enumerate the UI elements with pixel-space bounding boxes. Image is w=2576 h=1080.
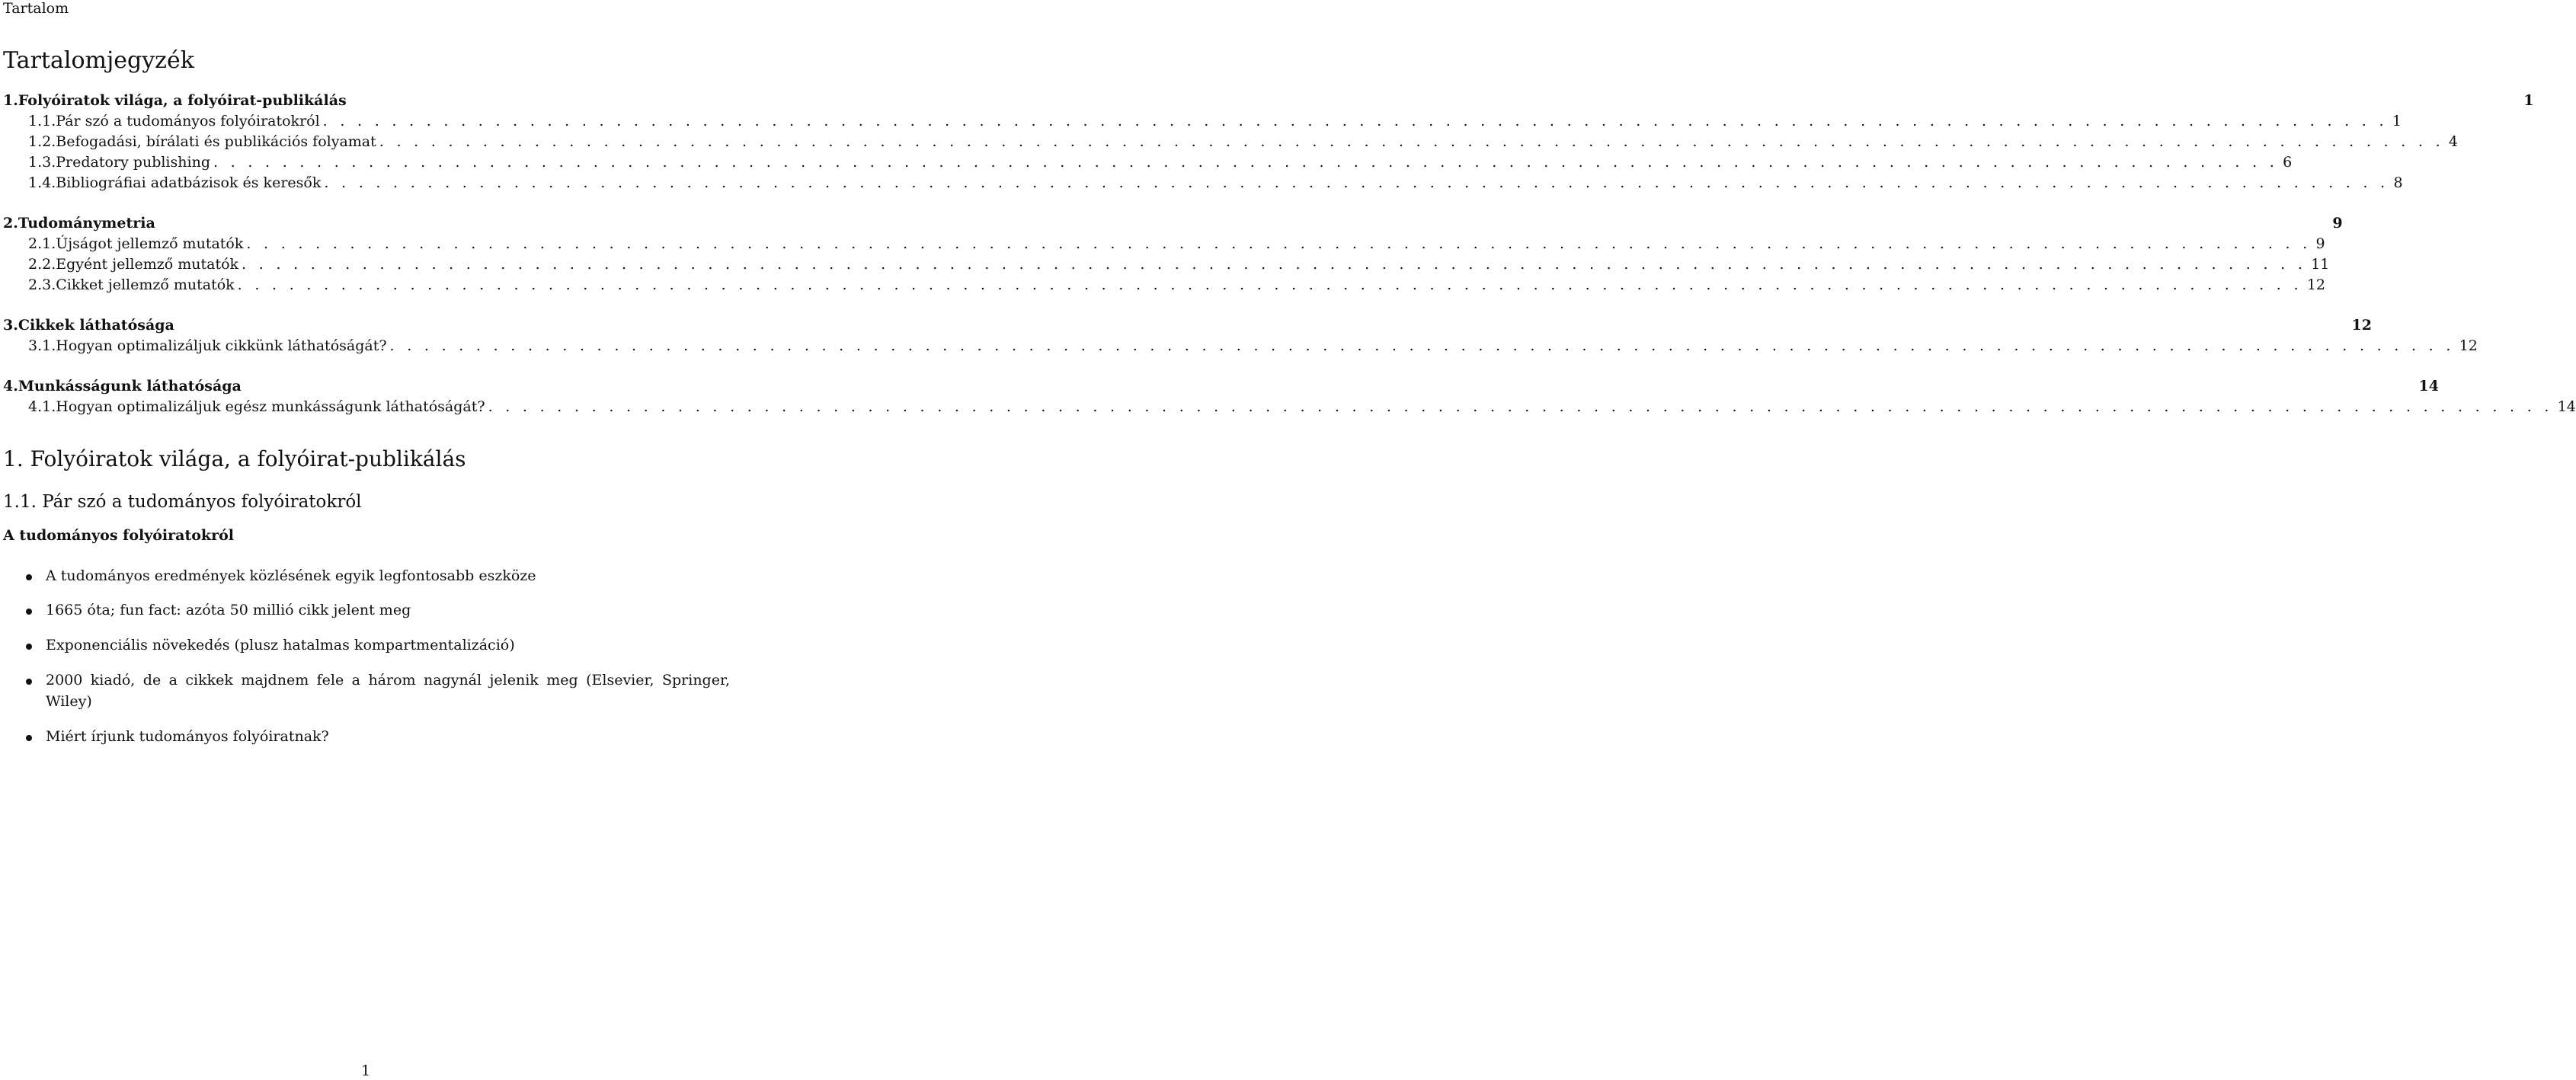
bullet-text: 2000 kiadó, de a cikkek majdnem fele a három nagynál jelenik meg (Elsevier, Springer, Wiley) — [46, 672, 730, 710]
bullet-item — [27, 599, 730, 621]
page-number: 1 — [360, 1062, 371, 1079]
toc-dot-leader: . . . . . . . . . . . . . . . . . . . . . . . . . . . . . . . . . . . . . . . . . . . . . . . . . . . . . . . . . . . . . . . . . . . . . . . . . . . . . . . . . . . . . . . . . . . . . . . . . . . . . . . . . . . . . . . . . . . . . . . . — [213, 154, 2279, 171]
toc-entry-number: 4. — [3, 378, 18, 395]
toc-entry-number: 1.4. — [28, 174, 56, 191]
bullet-text: 1665 óta; fun fact: azóta 50 millió cikk jelent meg — [46, 602, 411, 618]
toc-dot-leader: . . . . . . . . . . . . . . . . . . . . . . . . . . . . . . . . . . . . . . . . . . . . . . . . . . . . . . . . . . . . . . . . . . . . . . . . . . . . . . . . . . . . . . . . . . . . . . . . . . . . . . . . . . . . . . . . . . . . . . . . — [322, 113, 2388, 129]
toc-entry-label: Befogadási, bírálati és publikációs folyamat — [56, 133, 376, 150]
toc-entry-label: Pár szó a tudományos folyóiratokról — [56, 113, 320, 129]
toc-entry-label: Újságot jellemző mutatók — [56, 235, 244, 252]
toc-subsection-entry[interactable] — [3, 398, 2576, 415]
toc-entry-number: 1.2. — [28, 133, 56, 150]
toc-entry-number: 3. — [3, 317, 18, 334]
toc-section-entry[interactable] — [3, 215, 2343, 232]
bullet-text: Exponenciális növekedés (plusz hatalmas kompartmentalizáció) — [46, 637, 515, 653]
toc-dot-leader: . . . . . . . . . . . . . . . . . . . . . . . . . . . . . . . . . . . . . . . . . . . . . . . . . . . . . . . . . . . . . . . . . . . . . . . . . . . . . . . . . . . . . . . . . . . . . . . . . . . . . . . . . . . . . . . . . . . . . . . . — [242, 256, 2307, 273]
toc-entry-number: 3.1. — [28, 337, 56, 354]
toc-entry-number: 2. — [3, 215, 18, 232]
toc-subsection-entry[interactable] — [3, 154, 2293, 171]
toc-entry-page: 9 — [2332, 215, 2343, 232]
bullet-item — [27, 634, 730, 656]
toc-entry-number: 4.1. — [28, 398, 56, 415]
toc-entry-page: 1 — [2392, 113, 2402, 129]
toc-entry-label: Bibliográfiai adatbázisok és keresők — [56, 174, 322, 191]
subsection-title: 1.1. Pár szó a tudományos folyóiratokról — [3, 492, 362, 512]
toc-entry-number: 1.1. — [28, 113, 56, 129]
toc-entry-number: 1.3. — [28, 154, 56, 171]
toc-section-entry[interactable] — [3, 92, 2534, 109]
toc-entry-label: Hogyan optimalizáljuk cikkünk láthatóságát? — [56, 337, 387, 354]
section-title: 1. Folyóiratok világa, a folyóirat-publikálás — [3, 446, 466, 471]
toc-subsection-entry[interactable] — [3, 133, 2459, 150]
toc-entry-label: Folyóiratok világa, a folyóirat-publikálás — [18, 92, 347, 109]
toc-entry-number: 2.1. — [28, 235, 56, 252]
toc-dot-leader: . . . . . . . . . . . . . . . . . . . . . . . . . . . . . . . . . . . . . . . . . . . . . . . . . . . . . . . . . . . . . . . . . . . . . . . . . . . . . . . . . . . . . . . . . . . . . . . . . . . . . . . . . . . . . . . . . . . . . . . . — [246, 235, 2312, 252]
toc-entry-page: 12 — [2351, 317, 2372, 334]
bullet-dot-icon — [26, 609, 32, 615]
bullet-dot-icon — [26, 644, 32, 650]
bullet-item — [27, 565, 730, 586]
bullet-item — [27, 669, 730, 712]
toc-subsection-entry[interactable] — [3, 235, 2325, 252]
toc-entry-page: 1 — [2523, 92, 2534, 109]
toc-entry-page: 12 — [2306, 276, 2326, 293]
toc-heading: Tartalomjegyzék — [3, 47, 194, 74]
toc-entry-page: 11 — [2311, 256, 2330, 273]
toc-entry-number: 1. — [3, 92, 18, 109]
bullet-item — [27, 726, 730, 747]
running-header: Tartalom — [3, 0, 69, 17]
toc-subsection-entry[interactable] — [3, 174, 2403, 191]
paragraph-title: A tudományos folyóiratokról — [3, 527, 234, 544]
toc-entry-page: 8 — [2393, 174, 2403, 191]
toc-entry-page: 9 — [2315, 235, 2325, 252]
toc-entry-number: 2.2. — [28, 256, 56, 273]
toc-entry-page: 12 — [2459, 337, 2478, 354]
bullet-dot-icon — [26, 735, 32, 741]
toc-entry-label: Egyént jellemző mutatók — [56, 256, 239, 273]
toc-section-entry[interactable] — [3, 317, 2372, 334]
toc-entry-label: Munkásságunk láthatósága — [18, 378, 242, 395]
toc-subsection-entry[interactable] — [3, 113, 2402, 129]
toc-entry-label: Predatory publishing — [56, 154, 210, 171]
bullet-dot-icon — [26, 574, 32, 580]
toc-dot-leader: . . . . . . . . . . . . . . . . . . . . . . . . . . . . . . . . . . . . . . . . . . . . . . . . . . . . . . . . . . . . . . . . . . . . . . . . . . . . . . . . . . . . . . . . . . . . . . . . . . . . . . . . . . . . . . . . . . . . . . . . — [324, 174, 2389, 191]
toc-section-entry[interactable] — [3, 378, 2439, 395]
toc-entry-page: 4 — [2448, 133, 2459, 150]
toc-dot-leader: . . . . . . . . . . . . . . . . . . . . . . . . . . . . . . . . . . . . . . . . . . . . . . . . . . . . . . . . . . . . . . . . . . . . . . . . . . . . . . . . . . . . . . . . . . . . . . . . . . . . . . . . . . . . . . . . . . . . . . . . — [237, 276, 2302, 293]
bullet-dot-icon — [26, 679, 32, 685]
toc-entry-label: Hogyan optimalizáljuk egész munkásságunk láthatóságát? — [56, 398, 485, 415]
toc-entry-number: 2.3. — [28, 276, 56, 293]
bullet-text: Miért írjunk tudományos folyóiratnak? — [46, 728, 329, 745]
toc-entry-page: 14 — [2557, 398, 2576, 415]
toc-dot-leader: . . . . . . . . . . . . . . . . . . . . . . . . . . . . . . . . . . . . . . . . . . . . . . . . . . . . . . . . . . . . . . . . . . . . . . . . . . . . . . . . . . . . . . . . . . . . . . . . . . . . . . . . . . . . . . . . . . . . . . . . — [488, 398, 2553, 415]
toc-entry-label: Cikket jellemző mutatók — [56, 276, 235, 293]
toc-entry-label: Cikkek láthatósága — [18, 317, 174, 334]
toc-dot-leader: . . . . . . . . . . . . . . . . . . . . . . . . . . . . . . . . . . . . . . . . . . . . . . . . . . . . . . . . . . . . . . . . . . . . . . . . . . . . . . . . . . . . . . . . . . . . . . . . . . . . . . . . . . . . . . . . . . . . . . . . — [379, 133, 2444, 150]
toc-subsection-entry[interactable] — [3, 276, 2326, 293]
toc-subsection-entry[interactable] — [3, 337, 2478, 354]
toc-entry-page: 6 — [2283, 154, 2293, 171]
toc-subsection-entry[interactable] — [3, 256, 2330, 273]
bullet-text: A tudományos eredmények közlésének egyik legfontosabb eszköze — [46, 567, 536, 584]
toc-entry-label: Tudománymetria — [18, 215, 155, 232]
toc-entry-page: 14 — [2418, 378, 2439, 395]
toc-dot-leader: . . . . . . . . . . . . . . . . . . . . . . . . . . . . . . . . . . . . . . . . . . . . . . . . . . . . . . . . . . . . . . . . . . . . . . . . . . . . . . . . . . . . . . . . . . . . . . . . . . . . . . . . . . . . . . . . . . . . . . . . — [389, 337, 2455, 354]
